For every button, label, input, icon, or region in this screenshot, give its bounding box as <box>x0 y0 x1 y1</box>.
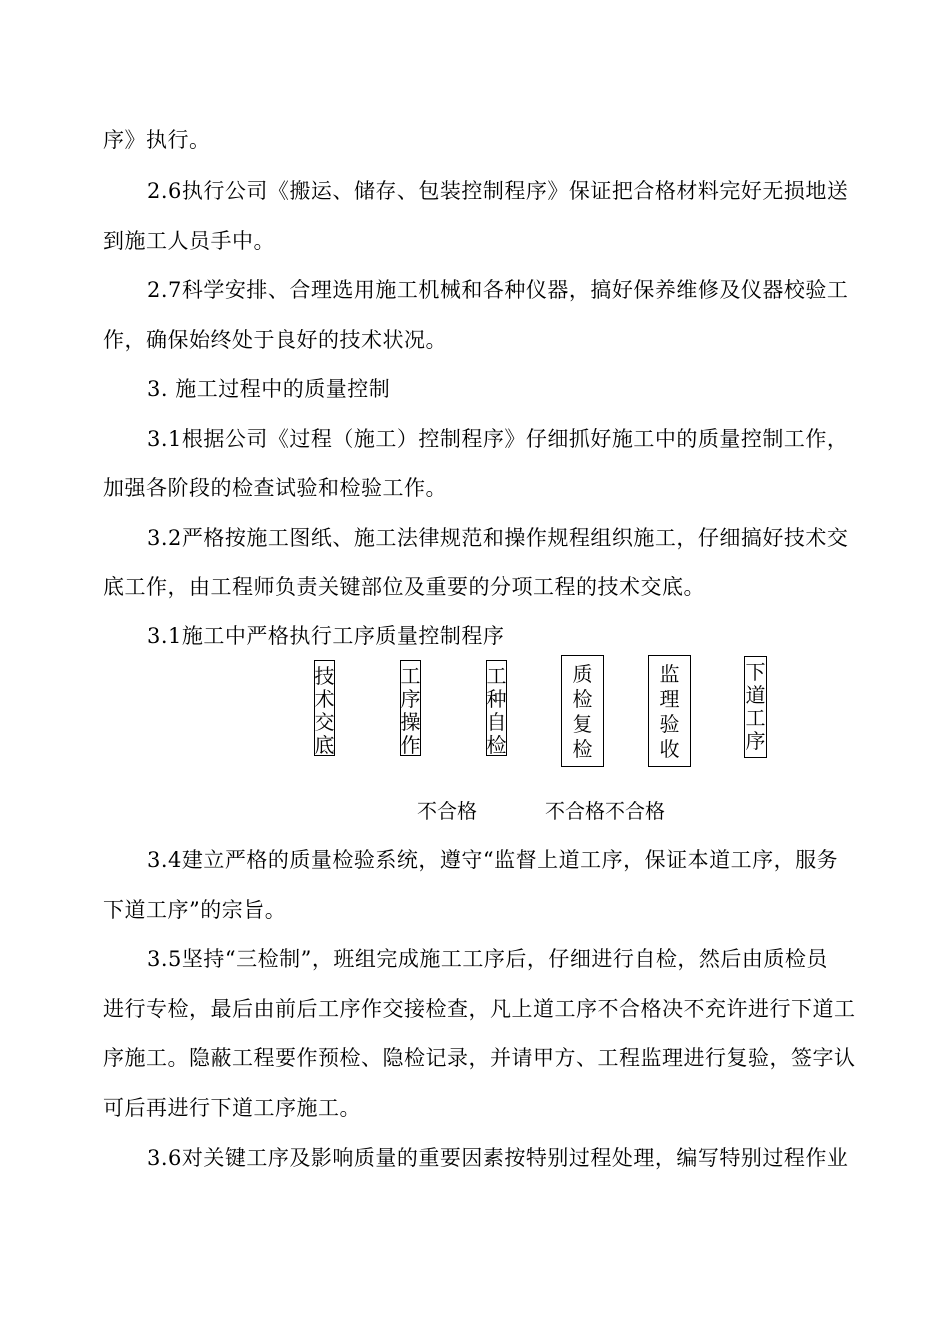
text-line: 2.6执行公司《搬运、储存、包装控制程序》保证把合格材料完好无损地送 <box>147 179 849 203</box>
text-line: 2.7科学安排、合理选用施工机械和各种仪器，搞好保养维修及仪器校验工 <box>147 278 849 302</box>
text-line: 下道工序”的宗旨。 <box>103 898 287 922</box>
flow-step-char: 理 <box>659 687 680 711</box>
flow-step-char: 收 <box>659 737 680 761</box>
flow-step-char: 工 <box>486 664 507 688</box>
flow-step-char: 下 <box>745 660 766 684</box>
flow-step-self-inspection <box>486 660 507 756</box>
flow-step-process-operation <box>400 660 421 756</box>
flow-step-char: 检 <box>572 687 593 711</box>
text-line: 3.5坚持“三检制”，班组完成施工工序后，仔细进行自检，然后由质检员 <box>147 947 828 971</box>
flow-step-char: 序 <box>400 687 421 711</box>
text-line: 3.1根据公司《过程（施工）控制程序》仔细抓好施工中的质量控制工作， <box>147 427 849 451</box>
text-line: 序》执行。 <box>103 128 211 152</box>
text-line: 可后再进行下道工序施工。 <box>103 1096 361 1120</box>
flow-step-char: 监 <box>659 662 680 686</box>
text-line: 序施工。隐蔽工程要作预检、隐检记录，并请甲方、工程监理进行复验，签字认 <box>103 1046 856 1070</box>
flow-step-quality-recheck <box>561 655 604 767</box>
text-line: 加强各阶段的检查试验和检验工作。 <box>103 476 447 500</box>
flow-step-char: 复 <box>572 712 593 736</box>
flow-step-char: 工 <box>745 706 766 730</box>
flow-step-char: 道 <box>745 683 766 707</box>
text-line: 作，确保始终处于良好的技术状况。 <box>103 328 447 352</box>
flow-step-char: 术 <box>314 687 335 711</box>
flow-step-char: 底 <box>314 733 335 757</box>
section-heading: 3. 施工过程中的质量控制 <box>147 377 391 401</box>
flow-step-char: 验 <box>659 712 680 736</box>
flow-step-char: 作 <box>400 733 421 757</box>
text-line: 3.2严格按施工图纸、施工法律规范和操作规程组织施工，仔细搞好技术交 <box>147 526 849 550</box>
fail-label: 不合格 <box>417 799 477 823</box>
fail-label: 不合格不合格 <box>545 799 665 823</box>
flow-step-next-process <box>744 656 767 758</box>
flow-step-char: 操 <box>400 710 421 734</box>
text-line: 进行专检，最后由前后工序作交接检查，凡上道工序不合格决不充许进行下道工 <box>103 997 856 1021</box>
flow-step-char: 工 <box>400 664 421 688</box>
flow-step-char: 检 <box>572 737 593 761</box>
flow-step-char: 交 <box>314 710 335 734</box>
text-line: 底工作，由工程师负责关键部位及重要的分项工程的技术交底。 <box>103 575 705 599</box>
text-line: 3.1施工中严格执行工序质量控制程序 <box>147 624 505 648</box>
text-line: 到施工人员手中。 <box>103 229 275 253</box>
text-line: 3.6对关键工序及影响质量的重要因素按特别过程处理，编写特别过程作业 <box>147 1146 849 1170</box>
flow-step-technical-briefing <box>314 660 335 756</box>
text-line: 3.4建立严格的质量检验系统，遵守“监督上道工序，保证本道工序，服务 <box>147 848 839 872</box>
flow-step-char: 种 <box>486 687 507 711</box>
flow-step-char: 技 <box>314 664 335 688</box>
flow-step-char: 质 <box>572 662 593 686</box>
flow-step-char: 检 <box>486 733 507 757</box>
flow-step-char: 序 <box>745 729 766 753</box>
flow-step-supervision-acceptance <box>648 655 691 767</box>
flow-step-char: 自 <box>486 710 507 734</box>
